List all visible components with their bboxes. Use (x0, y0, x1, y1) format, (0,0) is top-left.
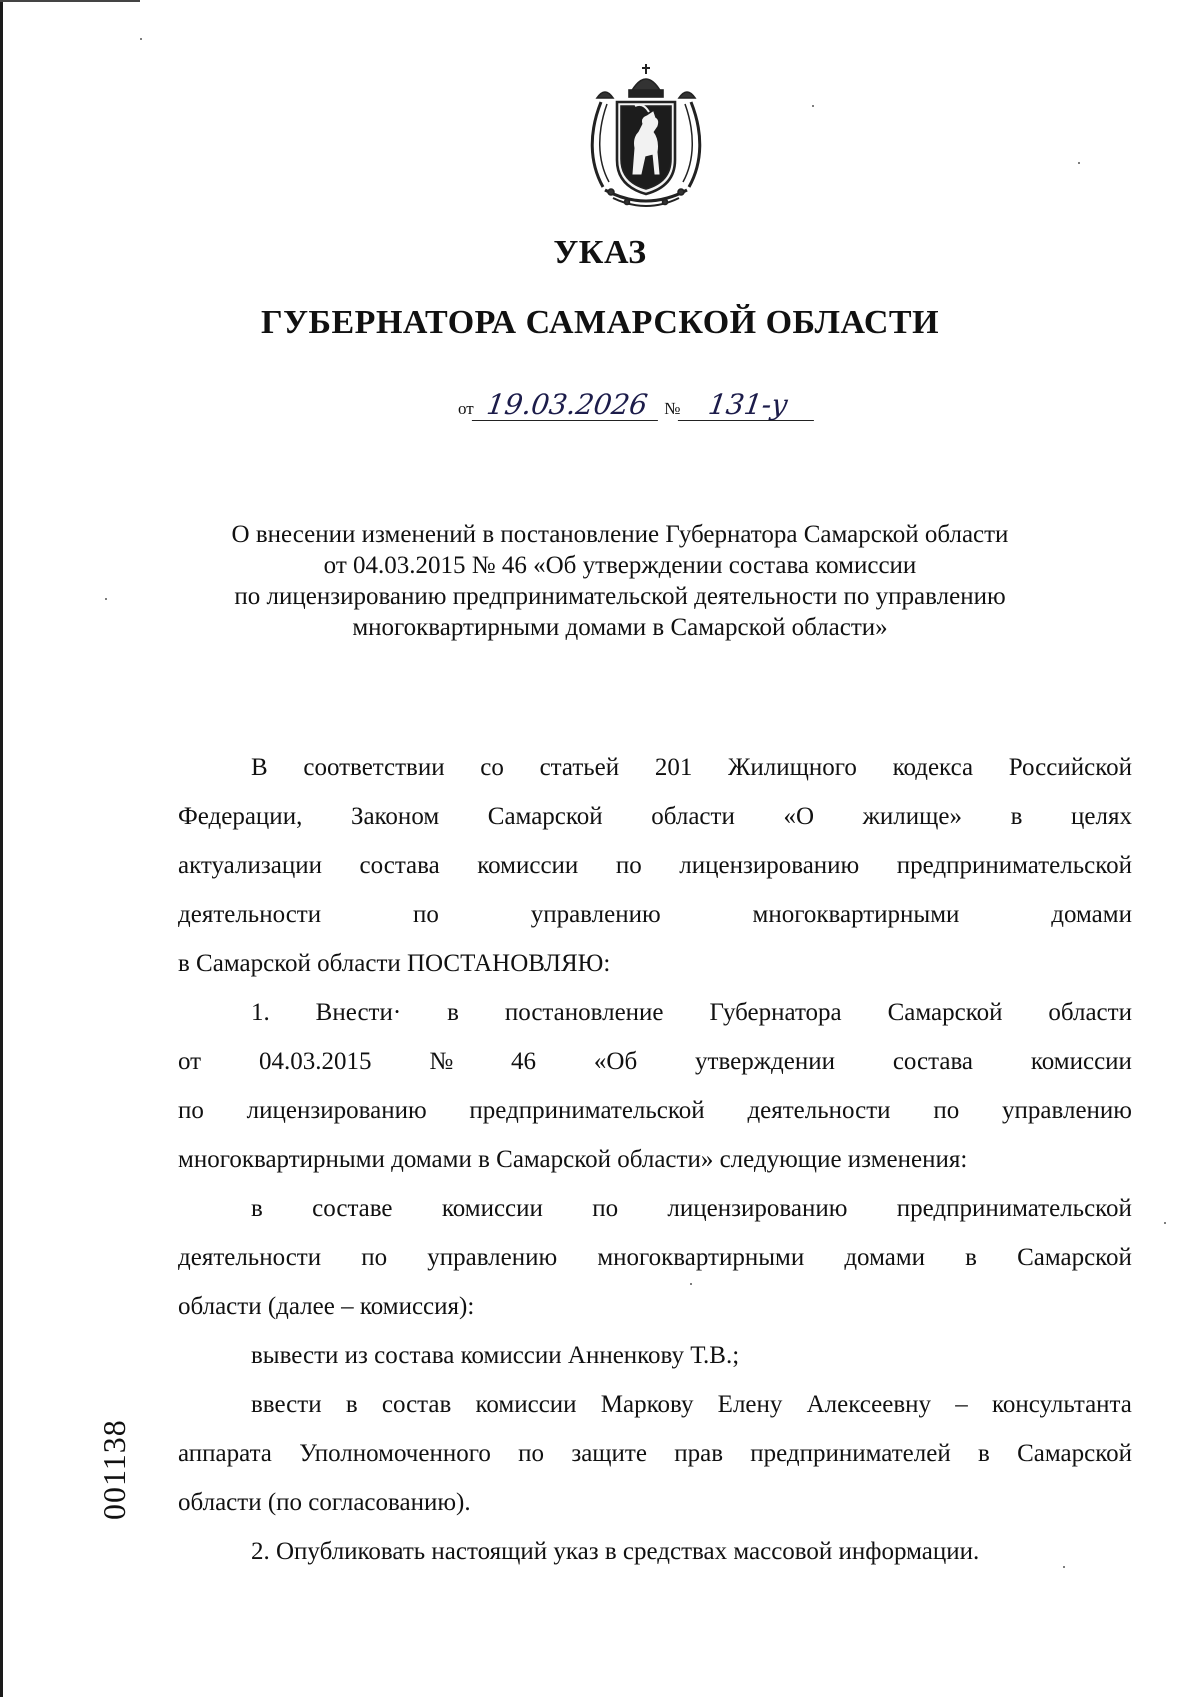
body-line: многоквартирными домами в Самарской области» следующие изменения: (178, 1146, 968, 1173)
word: лицензированию (679, 852, 860, 879)
word: Губернатора (709, 999, 842, 1026)
word: № (429, 1048, 454, 1075)
word: 46 (511, 1048, 537, 1075)
word: управлению (1002, 1097, 1132, 1124)
subject-line: от 04.03.2015 № 46 «Об утверждении состава комиссии (323, 552, 917, 579)
body-line (178, 1037, 1132, 1086)
word: со (480, 754, 504, 781)
scan-speck (1063, 1566, 1065, 1568)
word: консультанта (992, 1391, 1132, 1418)
word: деятельности (747, 1097, 891, 1124)
coat-of-arms-emblem (583, 62, 709, 214)
word: в (447, 999, 459, 1026)
document-issuer: ГУБЕРНАТОРА САМАРСКОЙ ОБЛАСТИ (260, 304, 940, 341)
word: утверждении (695, 1048, 835, 1075)
word: управлению (427, 1244, 558, 1271)
word: 1. (251, 999, 270, 1026)
word: в (345, 1391, 358, 1418)
word: по (178, 1097, 204, 1124)
word: Самарской (887, 999, 1003, 1026)
word: по (615, 852, 642, 879)
body-line (178, 1086, 1132, 1135)
handwritten-date: 19.03.2026 (472, 390, 662, 421)
word: комиссии (477, 852, 579, 879)
word: состава (359, 852, 440, 879)
word: в (1010, 803, 1023, 830)
body-line: области (далее – комиссия): (178, 1293, 475, 1320)
word: жилище» (862, 803, 962, 830)
word: многоквартирными (597, 1244, 805, 1271)
scan-speck (105, 598, 107, 600)
word: предпринимательской (896, 1195, 1132, 1222)
body-line: 2. Опубликовать настоящий указ в средствах массовой информации. (251, 1538, 980, 1565)
side-registration-number: 001138 (96, 1419, 132, 1520)
word: Самарской (1017, 1244, 1132, 1271)
word: статьей (539, 754, 620, 781)
number-label: № (664, 399, 681, 418)
word: защите (571, 1440, 647, 1467)
body-line: вывести из состава комиссии Анненкову Т.В.; (251, 1342, 740, 1369)
body-line (178, 988, 1132, 1037)
word: предпринимательской (469, 1097, 705, 1124)
document-subject (150, 519, 1090, 643)
word: состав (381, 1391, 452, 1418)
word: Уполномоченного (299, 1440, 491, 1467)
word: – (955, 1391, 968, 1418)
word: ввести (251, 1391, 322, 1418)
word: Российской (1008, 754, 1132, 781)
word: домами (1051, 901, 1132, 928)
word: Законом (350, 803, 440, 830)
body-line (178, 743, 1132, 792)
word: Алексеевну (806, 1391, 932, 1418)
word: целях (1071, 803, 1132, 830)
word: комиссии (441, 1195, 543, 1222)
body-line: области (по согласованию). (178, 1489, 471, 1516)
word: Жилищного (728, 754, 857, 781)
handwritten-number: 131-у (678, 390, 818, 421)
body-line (178, 890, 1132, 939)
word: по (412, 901, 439, 928)
date-from-label: от (458, 399, 474, 418)
word: домами (844, 1244, 926, 1271)
word: комиссии (1030, 1048, 1132, 1075)
word: в (251, 1195, 263, 1222)
word: по (518, 1440, 545, 1467)
word: в (978, 1440, 990, 1467)
word: прав (674, 1440, 723, 1467)
word: состава (892, 1048, 974, 1075)
word: комиссии (475, 1391, 577, 1418)
word: соответствии (303, 754, 445, 781)
word: актуализации (178, 852, 322, 879)
subject-line: многоквартирными домами в Самарской области» (352, 614, 888, 641)
word: кодекса (892, 754, 974, 781)
word: «О (783, 803, 815, 830)
body-line (178, 792, 1132, 841)
word: В (251, 754, 268, 781)
body-line (178, 1233, 1132, 1282)
scan-speck (812, 105, 814, 107)
body-line (178, 1380, 1132, 1429)
word: аппарата (178, 1440, 272, 1467)
word: 201 (654, 754, 693, 781)
subject-line: О внесении изменений в постановление Губернатора Самарской области (231, 521, 1009, 548)
word: Самарской (487, 803, 603, 830)
word: области (1048, 999, 1132, 1026)
word: Маркову (600, 1391, 694, 1418)
word: деятельности (178, 901, 322, 928)
word: управлению (530, 901, 661, 928)
word: 04.03.2015 (258, 1048, 372, 1075)
body-line (178, 1184, 1132, 1233)
word: Самарской (1017, 1440, 1132, 1467)
word: от (178, 1048, 202, 1075)
document-body (178, 743, 1132, 1576)
scan-edge-top (0, 0, 140, 2)
word: по (361, 1244, 388, 1271)
word: Внести· (315, 999, 402, 1026)
word: составе (312, 1195, 393, 1222)
body-line (178, 1429, 1132, 1478)
word: Федерации, (178, 803, 303, 830)
word: лицензированию (667, 1195, 848, 1222)
word: лицензированию (246, 1097, 427, 1124)
word: по (592, 1195, 619, 1222)
scan-speck (140, 38, 142, 40)
body-line (178, 841, 1132, 890)
word: постановление (504, 999, 664, 1026)
word: деятельности (178, 1244, 322, 1271)
word: многоквартирными (752, 901, 960, 928)
word: предпринимательской (896, 852, 1132, 879)
word: области (651, 803, 735, 830)
word: по (933, 1097, 960, 1124)
word: предпринимателей (750, 1440, 951, 1467)
subject-line: по лицензированию предпринимательской деятельности по управлению (234, 583, 1006, 610)
scan-speck (1164, 1222, 1166, 1224)
word: Елену (717, 1391, 783, 1418)
body-line: в Самарской области ПОСТАНОВЛЯЮ: (178, 950, 611, 977)
word: «Об (593, 1048, 638, 1075)
scan-speck (1078, 162, 1080, 164)
document-title: УКАЗ (553, 234, 647, 271)
date-number-line (458, 390, 816, 421)
scan-speck (690, 1283, 692, 1285)
word: в (965, 1244, 977, 1271)
